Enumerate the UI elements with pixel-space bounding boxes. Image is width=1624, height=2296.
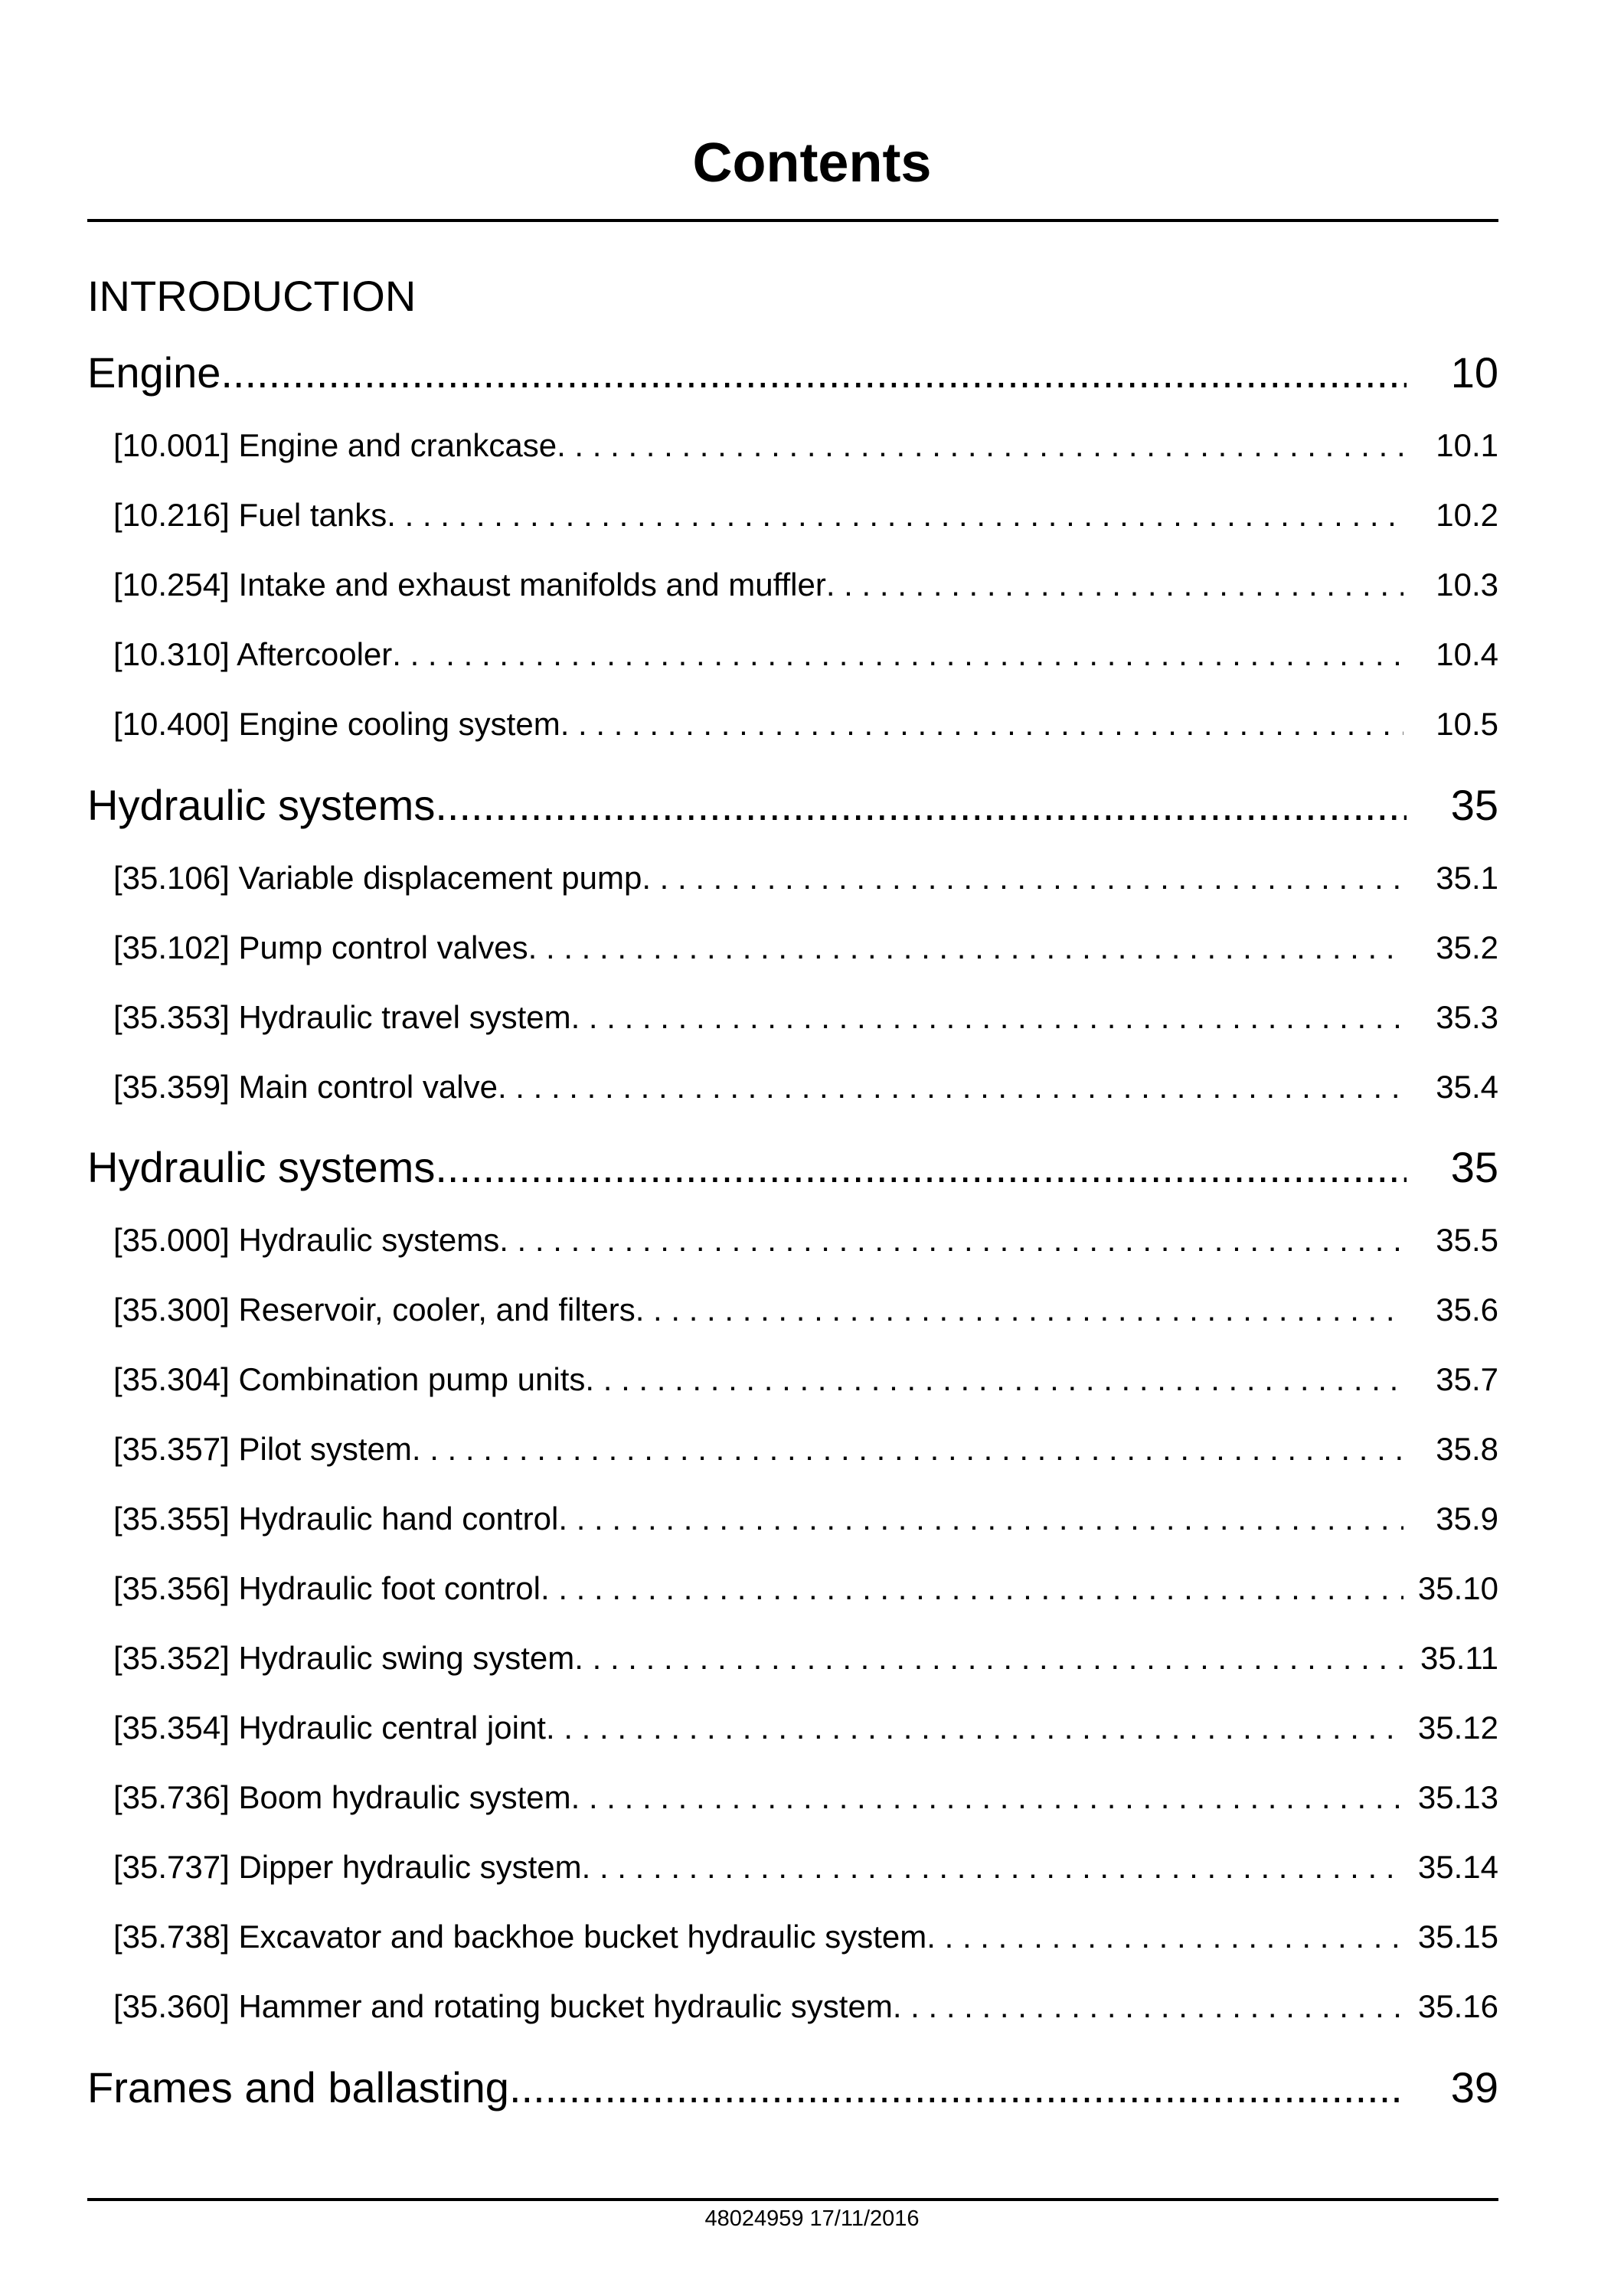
dot-leader [435,779,1407,832]
dot-leader [412,1428,1403,1471]
dot-leader [392,633,1403,676]
toc-entry[interactable] [113,1776,1498,1819]
toc-entry-label: [35.736] Boom hydraulic system [113,1779,571,1815]
toc-page-number: 35.16 [1417,1988,1498,2024]
toc-section-label: Frames and ballasting [87,2063,509,2111]
toc-entry-label: [35.737] Dipper hydraulic system [113,1849,582,1885]
toc-entry[interactable] [113,1985,1498,2028]
toc-page-number: 35.14 [1417,1849,1498,1885]
dot-leader [499,1219,1403,1262]
toc-entry-label: [10.216] Fuel tanks [113,497,387,533]
dot-leader [893,1985,1403,2028]
toc-page-number: 10.4 [1436,636,1498,672]
toc-page-number: 35.13 [1417,1779,1498,1815]
toc-entry-label: [35.357] Pilot system [113,1431,412,1467]
dot-leader [509,2061,1407,2115]
toc-entry[interactable] [113,494,1498,537]
toc-page-number: 35.12 [1417,1710,1498,1746]
toc-page-number: 10.2 [1436,497,1498,533]
toc-entry-label: [35.000] Hydraulic systems [113,1222,500,1258]
toc-entry[interactable] [113,1637,1498,1680]
document-footer-id: 48024959 17/11/2016 [704,2206,920,2231]
toc-page-number: 35 [1450,1143,1498,1191]
dot-leader [387,494,1403,537]
toc-page-number: 35.2 [1436,929,1498,965]
toc-entry-label: [35.106] Variable displacement pump [113,860,642,896]
toc-entry[interactable] [113,424,1498,467]
toc-entry-label: [10.254] Intake and exhaust manifolds and muffler [113,567,826,603]
dot-leader [926,1916,1403,1958]
toc-page-number: 10.5 [1436,706,1498,742]
toc-entry[interactable] [113,857,1498,900]
toc-entry[interactable] [113,1066,1498,1109]
dot-leader [557,424,1403,467]
introduction-heading: INTRODUCTION [87,272,417,320]
toc-entry[interactable] [113,996,1498,1039]
toc-entry[interactable] [113,1846,1498,1889]
toc-entry-label: [10.310] Aftercooler [113,636,393,672]
dot-leader [221,346,1407,400]
toc-entry-label: [35.355] Hydraulic hand control [113,1501,559,1537]
dot-leader [826,563,1403,606]
dot-leader [636,1288,1403,1331]
toc-page-number: 35.6 [1436,1292,1498,1328]
toc-page-number: 35.4 [1436,1069,1498,1105]
toc-page-number: 10.3 [1436,567,1498,603]
toc-entry-label: [35.304] Combination pump units [113,1361,586,1397]
toc-section-frames-and-ballasting[interactable] [87,2061,1498,2115]
toc-entry-label: [10.001] Engine and crankcase [113,427,557,463]
toc-page-number: 10.1 [1436,427,1498,463]
toc-entry-label: [35.352] Hydraulic swing system [113,1640,575,1676]
toc-entry-label: [35.359] Main control valve [113,1069,498,1105]
dot-leader [571,1776,1403,1819]
toc-page-number: 35.5 [1436,1222,1498,1258]
toc-entry[interactable] [113,633,1498,676]
toc-entry[interactable] [113,926,1498,969]
toc-page-number: 35.7 [1436,1361,1498,1397]
title-divider [87,219,1498,222]
toc-section-engine[interactable] [87,346,1498,400]
dot-leader [642,857,1403,900]
toc-section-hydraulic-systems[interactable] [87,1141,1498,1194]
toc-page-number: 35.11 [1420,1640,1498,1676]
toc-section-label: Hydraulic systems [87,781,436,829]
dot-leader [571,996,1403,1039]
toc-entry[interactable] [113,1567,1498,1610]
toc-page-number: 35.9 [1436,1501,1498,1537]
toc-entry-label: [10.400] Engine cooling system [113,706,560,742]
toc-section-label: Hydraulic systems [87,1143,436,1191]
dot-leader [558,1497,1403,1540]
toc-entry[interactable] [113,1428,1498,1471]
dot-leader [528,926,1403,969]
toc-entry-label: [35.738] Excavator and backhoe bucket hydraulic system [113,1919,927,1955]
toc-page-number: 35.3 [1436,999,1498,1035]
toc-entry[interactable] [113,1497,1498,1540]
dot-leader [585,1358,1403,1401]
toc-section-label: Engine [87,348,221,397]
toc-entry-label: [35.300] Reservoir, cooler, and filters [113,1292,636,1328]
dot-leader [546,1706,1403,1749]
toc-page-number: 35.1 [1436,860,1498,896]
toc-entry[interactable] [113,1358,1498,1401]
toc-entry-label: [35.360] Hammer and rotating bucket hydraulic system [113,1988,893,2024]
toc-page-number: 35.15 [1417,1919,1498,1955]
toc-entry[interactable] [113,1288,1498,1331]
toc-page-number: 10 [1450,348,1498,397]
dot-leader [541,1567,1403,1610]
toc-page-number: 35.10 [1417,1570,1498,1606]
toc-entry[interactable] [113,1916,1498,1958]
toc-entry[interactable] [113,563,1498,606]
toc-section-hydraulic-systems[interactable] [87,779,1498,832]
dot-leader [435,1141,1407,1194]
toc-entry[interactable] [113,703,1498,746]
toc-entry-label: [35.356] Hydraulic foot control [113,1570,541,1606]
dot-leader [582,1846,1403,1889]
toc-page-number: 35.8 [1436,1431,1498,1467]
toc-page-number: 39 [1450,2063,1498,2111]
dot-leader [574,1637,1403,1680]
toc-entry-label: [35.353] Hydraulic travel system [113,999,571,1035]
page-title: Contents [692,132,932,194]
toc-entry[interactable] [113,1219,1498,1262]
toc-entry[interactable] [113,1706,1498,1749]
toc-entry-label: [35.354] Hydraulic central joint [113,1710,546,1746]
dot-leader [498,1066,1403,1109]
toc-entry-label: [35.102] Pump control valves [113,929,528,965]
toc-page-number: 35 [1450,781,1498,829]
footer-divider [87,2198,1498,2201]
dot-leader [560,703,1403,746]
